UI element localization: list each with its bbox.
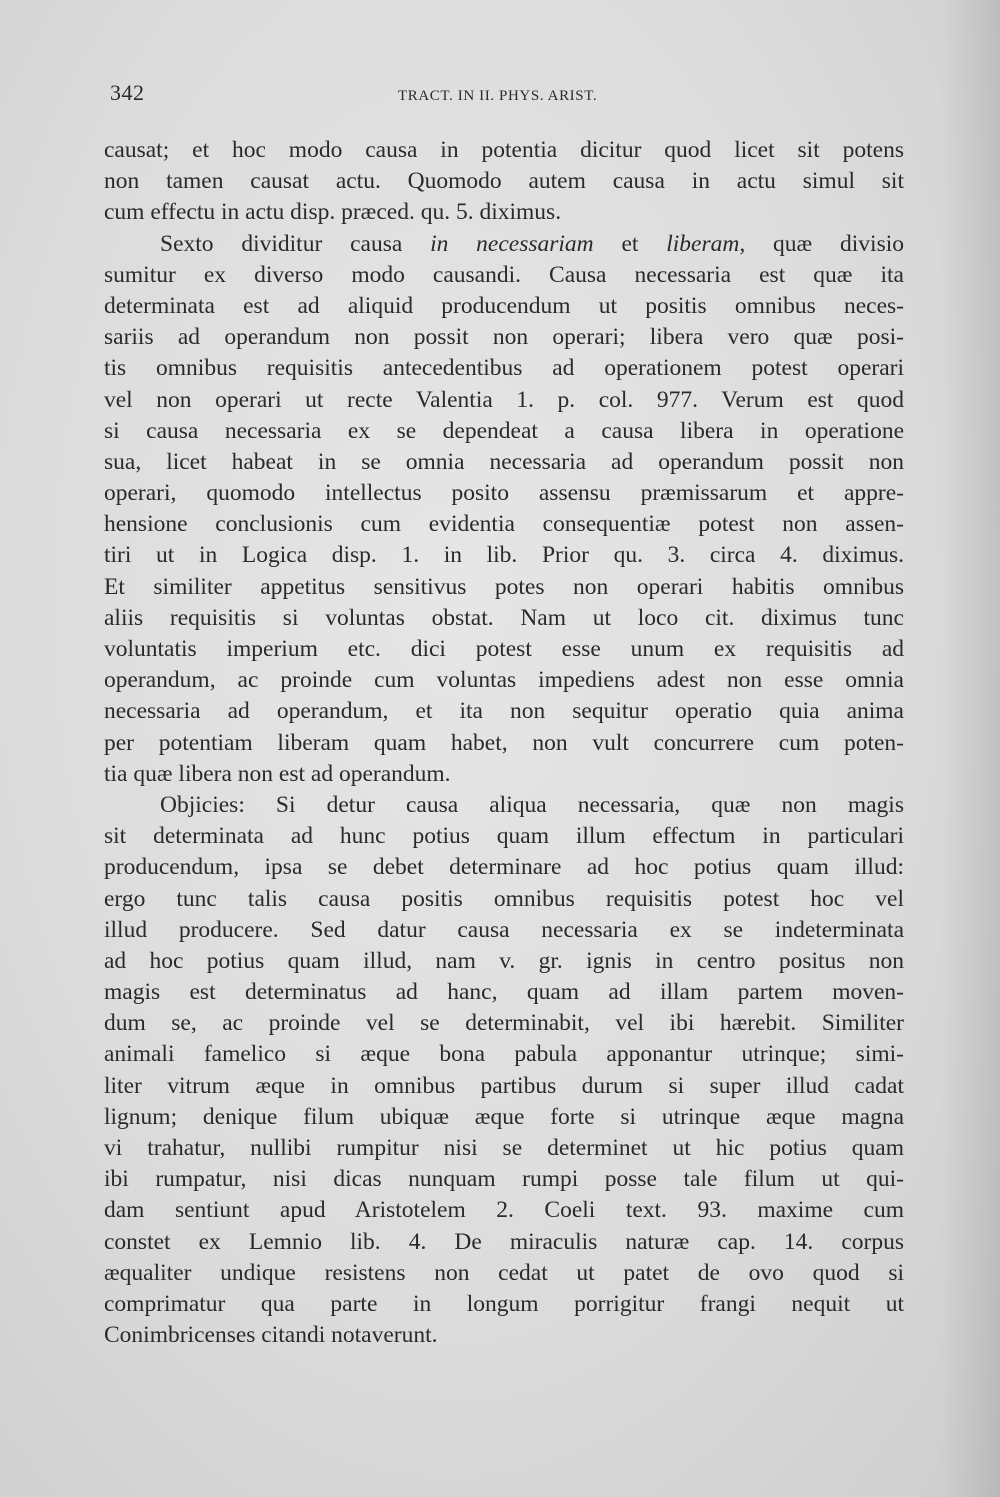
text-segment: quæ divisio [773,230,905,257]
text-line: ergo tunc talis causa positis omnibus requisitis potest hoc vel [104,885,904,912]
text-segment: Sexto dividitur causa [160,230,403,257]
text-line: liter vitrum æque in omnibus partibus durum si super illud cadat [104,1072,904,1099]
page-number: 342 [110,80,145,105]
text-line: si causa necessaria ex se dependeat a causa libera in operatione [104,417,904,444]
text-line: animali famelico si æque bona pabula apponantur utrinque; simi- [104,1041,904,1068]
text-line: tia quæ libera non est ad operandum. [104,760,451,787]
italic-term: liberam, [666,230,746,257]
running-head: TRACT. IN II. PHYS. ARIST. [398,88,598,104]
body-text [104,135,904,1351]
text-line: cum effectu in actu disp. præced. qu. 5. diximus. [104,199,562,226]
text-line: dum se, ac proinde vel se determinabit, vel ibi hærebit. Similiter [104,1010,904,1037]
text-line: constet ex Lemnio lib. 4. De miraculis naturæ cap. 14. corpus [104,1228,904,1255]
text-line: Objicies: Si detur causa aliqua necessaria, quæ non magis [160,791,904,818]
text-line: aliis requisitis si voluntas obstat. Nam ut loco cit. diximus tunc [104,604,904,631]
text-line: ibi rumpatur, nisi dicas nunquam rumpi posse tale filum ut qui- [104,1166,904,1193]
text-line: sit determinata ad hunc potius quam illum effectum in particulari [104,823,904,850]
text-line: Et similiter appetitus sensitivus potes non operari habitis omnibus [104,573,904,600]
text-line: ad hoc potius quam illud, nam v. gr. ignis in centro positus non [104,947,904,974]
text-line: operari, quomodo intellectus posito assensu præmissarum et appre- [104,480,904,507]
text-line: per potentiam liberam quam habet, non vult concurrere cum poten- [104,729,904,756]
text-line: lignum; denique filum ubiquæ æque forte si utrinque æque magna [104,1103,904,1130]
text-line: sumitur ex diverso modo causandi. Causa necessaria est quæ ita [104,261,904,288]
text-line: Conimbricenses citandi notaverunt. [104,1322,438,1349]
text-line-mixed [104,229,904,260]
text-line: determinata est ad aliquid producendum ut positis omnibus neces- [104,292,904,319]
text-line: causat; et hoc modo causa in potentia dicitur quod licet sit potens [104,137,904,163]
text-line: magis est determinatus ad hanc, quam ad illam partem moven- [104,979,904,1006]
text-line: non tamen causat actu. Quomodo autem causa in actu simul sit [104,168,904,195]
text-line: hensione conclusionis cum evidentia consequentiæ potest non assen- [104,511,904,538]
text-line: tiri ut in Logica disp. 1. in lib. Prior qu. 3. circa 4. diximus. [104,542,904,569]
text-line: vi trahatur, nullibi rumpitur nisi se determinet ut hic potius quam [104,1135,904,1161]
text-line: dam sentiunt apud Aristotelem 2. Coeli text. 93. maxime cum [104,1197,904,1224]
text-line: necessaria ad operandum, et ita non sequitur operatio quia anima [104,698,904,725]
text-line: sua, licet habeat in se omnia necessaria ad operandum possit non [104,448,904,475]
text-line: voluntatis imperium etc. dici potest esse unum ex requisitis ad [104,636,904,662]
text-line: comprimatur qua parte in longum porrigitur frangi nequit ut [104,1290,904,1317]
page-edge-shadow [940,0,1000,1497]
italic-term: in necessariam [430,230,594,257]
text-line: illud producere. Sed datur causa necessaria ex se indeterminata [104,916,904,943]
text-line: sariis ad operandum non possit non operari; libera vero quæ posi- [104,324,904,351]
text-line: operandum, ac proinde cum voluntas impediens adest non esse omnia [104,667,904,694]
text-line: producendum, ipsa se debet determinare ad hoc potius quam illud: [104,854,904,881]
text-line: vel non operari ut recte Valentia 1. p. col. 977. Verum est quod [104,386,904,413]
page-header [110,80,900,110]
text-line: tis omnibus requisitis antecedentibus ad operationem potest operari [104,355,904,382]
text-line: æqualiter undique resistens non cedat ut patet de ovo quod si [104,1259,904,1286]
text-segment: et [621,230,639,257]
